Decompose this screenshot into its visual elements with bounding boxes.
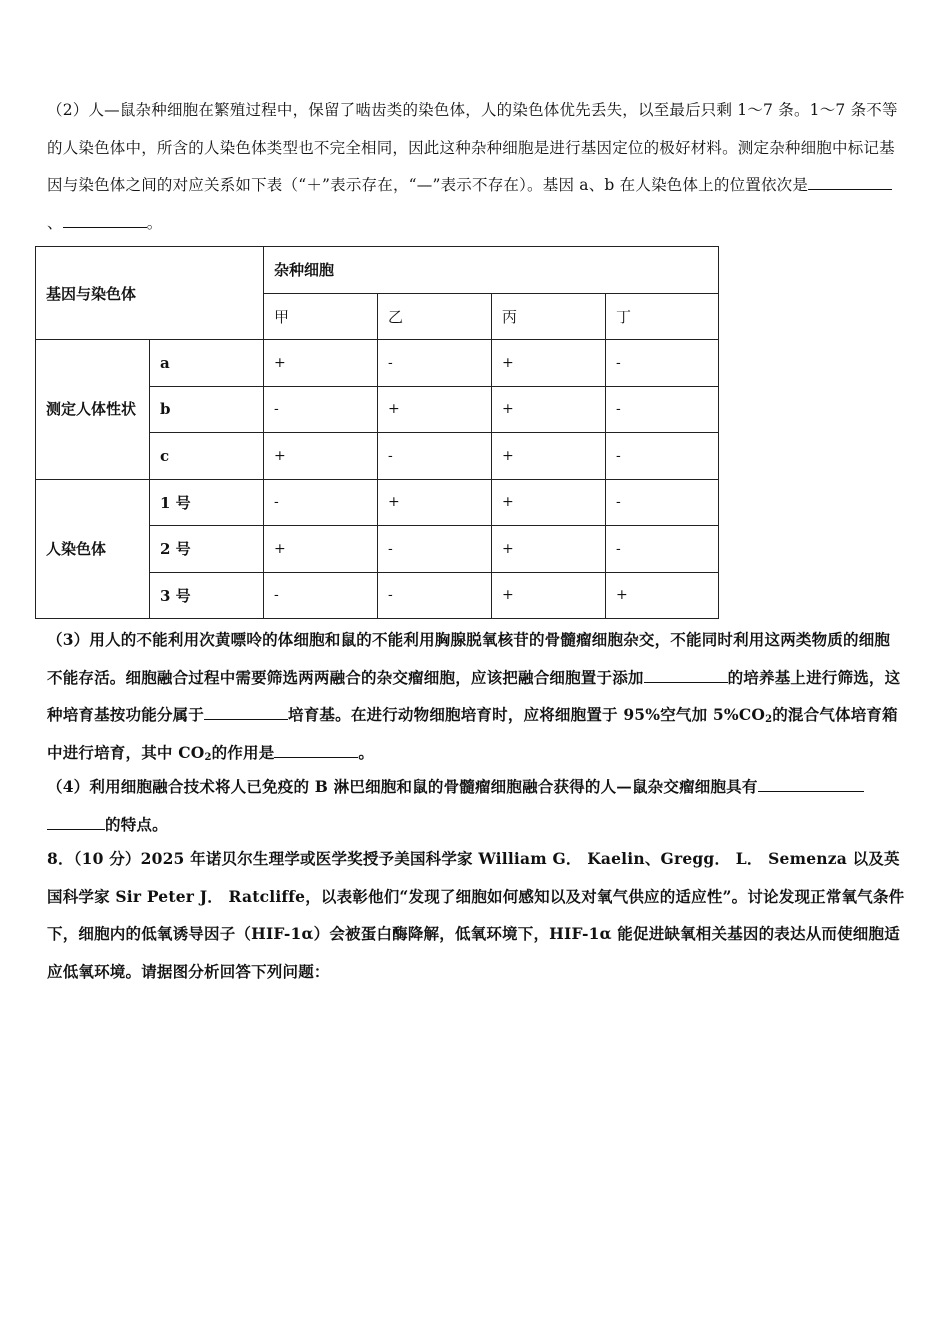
table-cell: - (378, 572, 492, 619)
answer-blank-gene-a[interactable] (808, 171, 892, 190)
answer-blank-hybridoma-feature[interactable] (758, 773, 864, 792)
question-3-text-4: 的混合气体培育箱中进行培育，其中 CO (47, 705, 898, 762)
column-header-yi: 乙 (378, 293, 492, 340)
gene-chromosome-table (35, 246, 719, 619)
table-cell: - (378, 340, 492, 387)
table-cell: + (264, 433, 378, 480)
row-label: 1 号 (150, 479, 264, 526)
table-row (36, 340, 719, 387)
table-corner-header: 基因与染色体 (36, 247, 264, 340)
table-cell: + (492, 526, 606, 573)
subscript-2: 2 (765, 714, 773, 725)
row-label: a (150, 340, 264, 387)
table-cell: + (264, 340, 378, 387)
table-cell: + (492, 572, 606, 619)
table-cell: + (264, 526, 378, 573)
group-label-traits: 测定人体性状 (36, 340, 150, 480)
table-cell: - (378, 526, 492, 573)
question-8-paragraph (47, 840, 905, 990)
table-cell: - (264, 386, 378, 433)
row-label: 3 号 (150, 572, 264, 619)
table-cell: - (378, 433, 492, 480)
subscript-2: 2 (204, 751, 212, 763)
column-header-jia: 甲 (264, 293, 378, 340)
question-3-paragraph (47, 621, 905, 771)
column-header-bing: 丙 (492, 293, 606, 340)
table-cell: + (492, 386, 606, 433)
answer-blank-gene-b[interactable] (63, 209, 147, 228)
table-cell: - (606, 479, 719, 526)
column-header-ding: 丁 (606, 293, 719, 340)
table-cell: - (606, 526, 719, 573)
table-header-row (36, 247, 719, 294)
question-2-separator: 、 (47, 213, 63, 232)
table-cell: + (606, 572, 719, 619)
table-cell: + (492, 433, 606, 480)
row-label: b (150, 386, 264, 433)
question-4-paragraph (47, 768, 905, 843)
table-cell: - (606, 433, 719, 480)
question-4-text-2: 的特点。 (105, 814, 168, 834)
table-row (36, 479, 719, 526)
table-cell: - (606, 386, 719, 433)
table-cell: - (264, 479, 378, 526)
answer-blank-hybridoma-feature-cont[interactable] (47, 811, 105, 830)
question-3-text-2: 的培养基上进行筛选，这种培育基按功能分属于 (47, 667, 901, 724)
table-cell: + (378, 479, 492, 526)
answer-blank-co2-function[interactable] (274, 739, 358, 758)
question-8-text: 8．（10 分）2025 年诺贝尔生理学或医学奖授予美国科学家 William G． Kaelin、Gregg． L． Semenza 以及英国科学家 Sir Peter J． Ratcliffe，以表彰他们“发现了细胞如何感知以及对氧气供应的适应性”。讨论发现正常氧气条件下，细胞内的低氧诱导因子（HIF-1α）会被蛋白酶降解，低氧环境下，HIF-1α 能促进缺氧相关基因的表达从而使细胞适应低氧环境。请据图分析回答下列问题： (47, 849, 905, 981)
question-2-text: （2）人—鼠杂种细胞在繁殖过程中，保留了啮齿类的染色体，人的染色体优先丢失，以至最后只剩 1～7 条。1～7 条不等的人染色体中，所含的人染色体类型也不完全相同，因此这种杂种细胞是进行基因定位的极好材料。测定杂种细胞中标记基因与染色体之间的对应关系如下表（“＋”表示存在，“—”表示不存在）。基因 a、b 在人染色体上的位置依次是 (47, 101, 898, 194)
row-label: 2 号 (150, 526, 264, 573)
question-3-text-5: 的作用是 (211, 742, 275, 762)
table-cell: - (264, 572, 378, 619)
question-2-end: 。 (146, 213, 163, 232)
question-3-text-1: （3）用人的不能利用次黄嘌呤的体细胞和鼠的不能利用胸腺脱氧核苷的骨髓瘤细胞杂交，不能同时利用这两类物质的细胞不能存活。细胞融合过程中需要筛选两两融合的杂交瘤细胞，应该把融合细胞置于添加 (47, 630, 891, 687)
row-label: c (150, 433, 264, 480)
question-4-text-1: （4）利用细胞融合技术将人已免疫的 B 淋巴细胞和鼠的骨髓瘤细胞融合获得的人—鼠杂交瘤细胞具有 (47, 777, 758, 796)
table-cell: - (606, 340, 719, 387)
table-cell: + (492, 479, 606, 526)
question-3-text-3: 培育基。在进行动物细胞培育时，应将细胞置于 95%空气加 5%CO (288, 705, 766, 724)
hybrid-cell-header: 杂种细胞 (264, 247, 719, 294)
table-cell: + (492, 340, 606, 387)
group-label-chromosomes: 人染色体 (36, 479, 150, 619)
table-cell: + (378, 386, 492, 433)
answer-blank-medium-additive[interactable] (644, 664, 728, 683)
question-3-text-6: 。 (358, 742, 375, 762)
answer-blank-medium-type[interactable] (204, 701, 288, 720)
question-2-paragraph (47, 92, 905, 242)
